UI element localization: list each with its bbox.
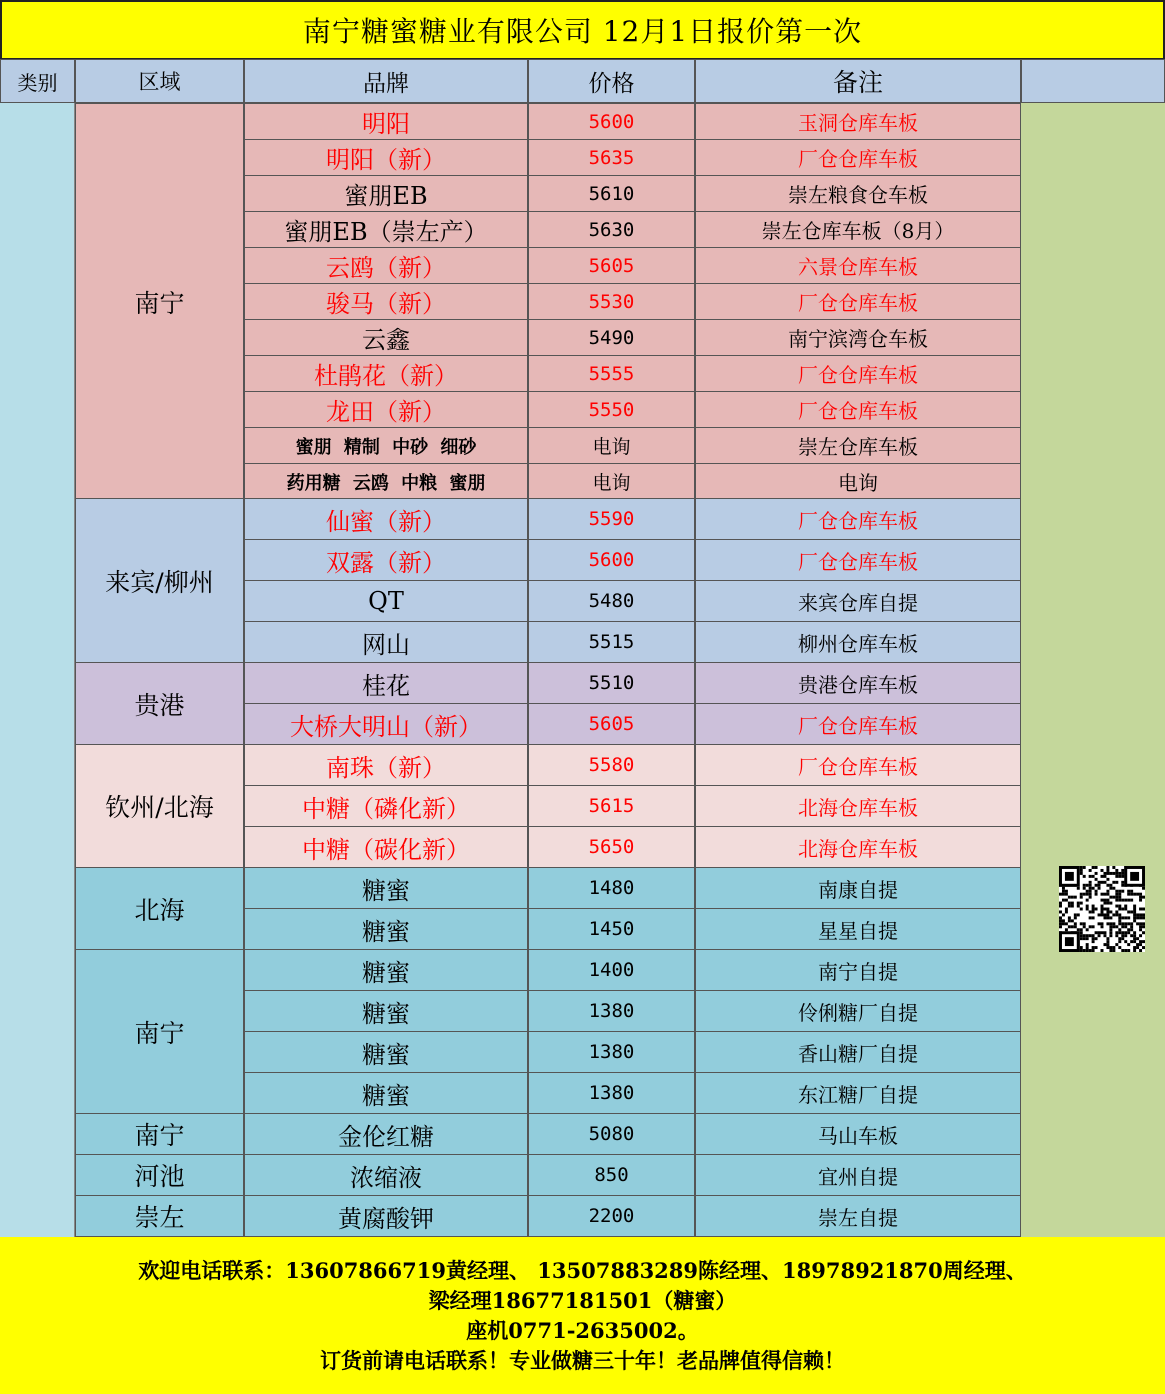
note-cell: 厂仓仓库车板	[695, 283, 1021, 320]
brand-cell: 蜜朋 精制 中砂 细砂	[244, 427, 528, 464]
brand-cell: 浓缩液	[244, 1154, 528, 1196]
price-cell: 1450	[528, 908, 695, 950]
note-cell: 厂仓仓库车板	[695, 391, 1021, 428]
note-cell: 崇左自提	[695, 1195, 1021, 1237]
price-cell: 5605	[528, 247, 695, 284]
note-cell: 南宁自提	[695, 949, 1021, 991]
price-cell: 5590	[528, 498, 695, 540]
note-cell: 崇左粮食仓车板	[695, 175, 1021, 212]
region-cell: 崇左	[75, 1195, 244, 1237]
footer-line-1: 欢迎电话联系：13607866719黄经理、 13507883289陈经理、18978921870周经理、	[138, 1257, 1027, 1283]
region-cell: 贵港	[75, 662, 244, 745]
price-cell: 5490	[528, 319, 695, 356]
region-cell: 南宁	[75, 949, 244, 1114]
price-cell: 5600	[528, 539, 695, 581]
brand-cell: 中糖（磷化新）	[244, 785, 528, 827]
header-category: 类别	[0, 59, 75, 103]
brand-cell: 黄腐酸钾	[244, 1195, 528, 1237]
price-cell: 5515	[528, 621, 695, 663]
footer-line-3: 座机0771-2635002。	[466, 1317, 699, 1343]
price-cell: 2200	[528, 1195, 695, 1237]
qr-code-icon	[1059, 866, 1145, 952]
brand-cell: 明阳（新）	[244, 139, 528, 176]
region-cell: 来宾/柳州	[75, 498, 244, 663]
note-cell: 崇左仓库车板	[695, 427, 1021, 464]
footer-line-2: 梁经理18677181501（糖蜜）	[428, 1287, 737, 1313]
price-cell: 5615	[528, 785, 695, 827]
price-cell: 1400	[528, 949, 695, 991]
note-cell: 东江糖厂自提	[695, 1072, 1021, 1114]
price-cell: 5610	[528, 175, 695, 212]
note-cell: 伶俐糖厂自提	[695, 990, 1021, 1032]
price-cell: 1380	[528, 1031, 695, 1073]
note-cell: 厂仓仓库车板	[695, 703, 1021, 745]
region-cell: 南宁	[75, 1113, 244, 1155]
note-cell: 贵港仓库车板	[695, 662, 1021, 704]
region-cell: 河池	[75, 1154, 244, 1196]
note-cell: 星星自提	[695, 908, 1021, 950]
header-note: 备注	[695, 59, 1021, 103]
note-cell: 北海仓库车板	[695, 785, 1021, 827]
note-cell: 南康自提	[695, 867, 1021, 909]
brand-cell: 糖蜜	[244, 867, 528, 909]
brand-cell: 龙田（新）	[244, 391, 528, 428]
brand-cell: 药用糖 云鸥 中粮 蜜朋	[244, 463, 528, 500]
brand-cell: 仙蜜（新）	[244, 498, 528, 540]
contact-footer	[0, 1237, 1165, 1394]
price-cell: 5630	[528, 211, 695, 248]
brand-cell: 明阳	[244, 103, 528, 140]
price-cell: 5580	[528, 744, 695, 786]
brand-cell: 金伦红糖	[244, 1113, 528, 1155]
header-price: 价格	[528, 59, 695, 103]
brand-cell: 蜜朋EB	[244, 175, 528, 212]
brand-cell: 云鑫	[244, 319, 528, 356]
note-cell: 宜州自提	[695, 1154, 1021, 1196]
brand-cell: 糖蜜	[244, 990, 528, 1032]
brand-cell: 糖蜜	[244, 908, 528, 950]
price-cell: 850	[528, 1154, 695, 1196]
note-cell: 崇左仓库车板（8月）	[695, 211, 1021, 248]
note-cell: 南宁滨湾仓车板	[695, 319, 1021, 356]
price-cell: 1380	[528, 1072, 695, 1114]
brand-cell: 骏马（新）	[244, 283, 528, 320]
brand-cell: 大桥大明山（新）	[244, 703, 528, 745]
brand-cell: QT	[244, 580, 528, 622]
price-cell: 电询	[528, 463, 695, 500]
brand-cell: 桂花	[244, 662, 528, 704]
price-cell: 电询	[528, 427, 695, 464]
price-cell: 5605	[528, 703, 695, 745]
brand-cell: 糖蜜	[244, 949, 528, 991]
brand-cell: 云鸥（新）	[244, 247, 528, 284]
note-cell: 厂仓仓库车板	[695, 539, 1021, 581]
price-cell: 1480	[528, 867, 695, 909]
region-cell: 北海	[75, 867, 244, 950]
note-cell: 来宾仓库自提	[695, 580, 1021, 622]
brand-cell: 网山	[244, 621, 528, 663]
brand-cell: 蜜朋EB（崇左产）	[244, 211, 528, 248]
brand-cell: 糖蜜	[244, 1072, 528, 1114]
note-cell: 电询	[695, 463, 1021, 500]
header-region: 区域	[75, 59, 244, 103]
note-cell: 厂仓仓库车板	[695, 355, 1021, 392]
brand-cell: 双露（新）	[244, 539, 528, 581]
note-cell: 厂仓仓库车板	[695, 139, 1021, 176]
brand-cell: 南珠（新）	[244, 744, 528, 786]
note-cell: 厂仓仓库车板	[695, 744, 1021, 786]
brand-cell: 杜鹃花（新）	[244, 355, 528, 392]
price-cell: 1380	[528, 990, 695, 1032]
price-cell: 5600	[528, 103, 695, 140]
note-cell: 六景仓库车板	[695, 247, 1021, 284]
price-cell: 5650	[528, 826, 695, 868]
note-cell: 北海仓库车板	[695, 826, 1021, 868]
note-cell: 马山车板	[695, 1113, 1021, 1155]
price-cell: 5480	[528, 580, 695, 622]
region-cell: 钦州/北海	[75, 744, 244, 868]
region-cell: 南宁	[75, 103, 244, 500]
header-brand: 品牌	[244, 59, 528, 103]
brand-cell: 糖蜜	[244, 1031, 528, 1073]
page-title: 南宁糖蜜糖业有限公司 12月1日报价第一次	[0, 0, 1165, 60]
price-cell: 5530	[528, 283, 695, 320]
header-blank	[1021, 59, 1165, 103]
note-cell: 柳州仓库车板	[695, 621, 1021, 663]
price-cell: 5635	[528, 139, 695, 176]
note-cell: 玉洞仓库车板	[695, 103, 1021, 140]
price-cell: 5555	[528, 355, 695, 392]
brand-cell: 中糖（碳化新）	[244, 826, 528, 868]
note-cell: 香山糖厂自提	[695, 1031, 1021, 1073]
footer-line-4: 订货前请电话联系！专业做糖三十年！老品牌值得信赖！	[320, 1347, 845, 1373]
price-cell: 5550	[528, 391, 695, 428]
category-column	[0, 103, 75, 1237]
side-panel	[1021, 103, 1165, 1237]
price-cell: 5080	[528, 1113, 695, 1155]
note-cell: 厂仓仓库车板	[695, 498, 1021, 540]
price-cell: 5510	[528, 662, 695, 704]
